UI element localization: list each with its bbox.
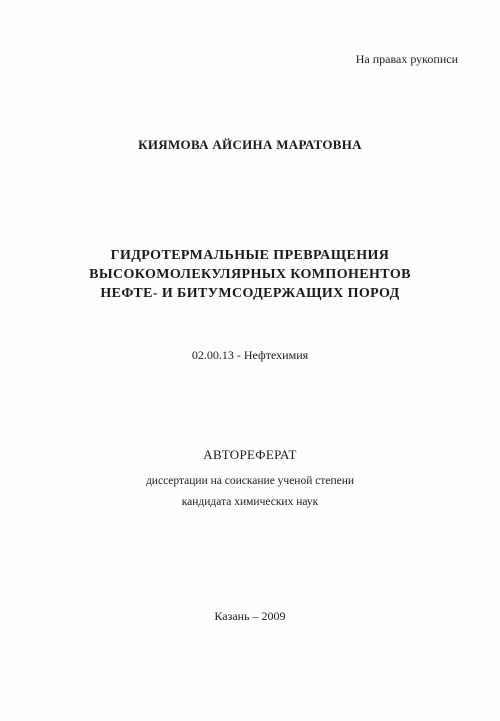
description-line-2: кандидата химических наук — [181, 496, 319, 508]
title-line-1: ГИДРОТЕРМАЛЬНЫЕ ПРЕВРАЩЕНИЯ — [110, 248, 390, 263]
manuscript-rights-note: На правах рукописи — [355, 52, 458, 66]
title-line-2: ВЫСОКОМОЛЕКУЛЯРНЫХ КОМПОНЕНТОВ — [89, 267, 411, 282]
author-name: КИЯМОВА АЙСИНА МАРАТОВНА — [138, 137, 362, 152]
document-type: АВТОРЕФЕРАТ — [203, 447, 297, 462]
dissertation-title — [0, 246, 500, 303]
place-and-year: Казань – 2009 — [214, 609, 286, 623]
document-description — [0, 471, 500, 513]
title-line-3: НЕФТЕ- И БИТУМСОДЕРЖАЩИХ ПОРОД — [100, 286, 400, 301]
description-line-1: диссертации на соискание ученой степени — [145, 475, 355, 487]
specialty-code: 02.00.13 - Нефтехимия — [191, 348, 309, 362]
